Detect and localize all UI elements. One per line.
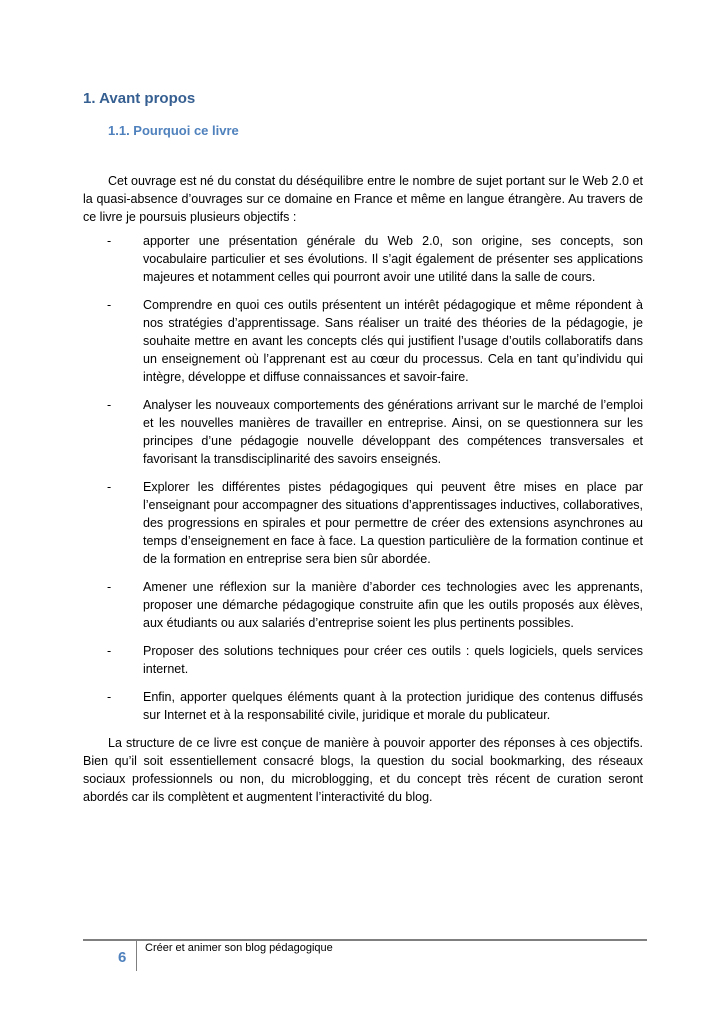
page-number: 6 <box>118 949 127 966</box>
section-heading: 1. Avant propos <box>83 90 196 107</box>
list-item-text: Comprendre en quoi ces outils présentent un intérêt pédagogique et même répondent à nos stratégies d’apprentissage. Sans réaliser un traité des théories de la pédagogie, je souhaite mettre en avant les concepts clés qui justifient l’usage d’outils collaboratifs dans un enseignement où l’apprenant est au cœur du processus. Cela en tant qu’individu qui intègre, développe et diffuse connaissances et savoir-faire. <box>143 298 643 384</box>
dash-bullet: - <box>107 398 112 412</box>
subsection-heading: 1.1. Pourquoi ce livre <box>108 123 239 138</box>
list-item <box>83 232 643 286</box>
footer-rule <box>83 939 647 941</box>
list-item <box>83 478 643 568</box>
list-item <box>83 396 643 468</box>
intro-paragraph: Cet ouvrage est né du constat du déséquilibre entre le nombre de sujet portant sur le Web 2.0 et la quasi-absence d’ouvrages sur ce domaine en France et même en langue étrangère. Au travers de ce livre je poursuis plusieurs objectifs : <box>83 174 643 224</box>
list-item-text: Enfin, apporter quelques éléments quant à la protection juridique des contenus diffusés sur Internet et à la responsabilité civile, juridique et morale du publicateur. <box>143 690 643 722</box>
dash-bullet: - <box>107 644 112 658</box>
list-item <box>83 296 643 386</box>
list-item-text: Analyser les nouveaux comportements des générations arrivant sur le marché de l’emploi et les nouvelles manières de travailler en entreprise. Ainsi, on se questionnera sur les principes d’une pédagogie nouvelle développant des compétences transversales et favorisant la transdisciplinarité des savoirs enseignés. <box>143 398 643 466</box>
list-item-text: apporter une présentation générale du Web 2.0, son origine, ses concepts, son vocabulaire particulier et ses évolutions. Il s’agit également de présenter ses applications majeures et notamment celles qui pourront avoir une utilité dans la salle de cours. <box>143 234 643 284</box>
list-item <box>83 688 643 724</box>
body-content <box>83 172 643 812</box>
dash-bullet: - <box>107 298 112 312</box>
footer-divider <box>136 941 137 971</box>
dash-bullet: - <box>107 480 112 494</box>
objectives-list <box>83 232 643 724</box>
list-item <box>83 642 643 678</box>
dash-bullet: - <box>107 690 112 704</box>
dash-bullet: - <box>107 580 112 594</box>
list-item-text: Explorer les différentes pistes pédagogiques qui peuvent être mises en place par l’enseignant pour accompagner des situations d’apprentissages inductives, collaboratives, des progressions en spirales et pour permettre de créer des extensions asynchrones au temps d’enseignement en face à face. La question particulière de la formation continue et de la formation en entreprise sera bien sûr abordée. <box>143 480 643 566</box>
list-item <box>83 578 643 632</box>
list-item-text: Amener une réflexion sur la manière d’aborder ces technologies avec les apprenants, proposer une démarche pédagogique construite afin que les outils proposés aux élèves, aux étudiants ou aux salariés d’entreprise soient les plus pertinents possibles. <box>143 580 643 630</box>
footer-book-title: Créer et animer son blog pédagogique <box>145 942 333 954</box>
list-item-text: Proposer des solutions techniques pour créer ces outils : quels logiciels, quels services internet. <box>143 644 643 676</box>
closing-paragraph: La structure de ce livre est conçue de manière à pouvoir apporter des réponses à ces objectifs. Bien qu’il soit essentiellement consacré blogs, la question du social bookmarking, des réseaux sociaux professionnels ou non, du microblogging, et du concept très récent de curation seront abordés car ils complètent et augmentent l’interactivité du blog. <box>83 736 643 804</box>
dash-bullet: - <box>107 234 112 248</box>
